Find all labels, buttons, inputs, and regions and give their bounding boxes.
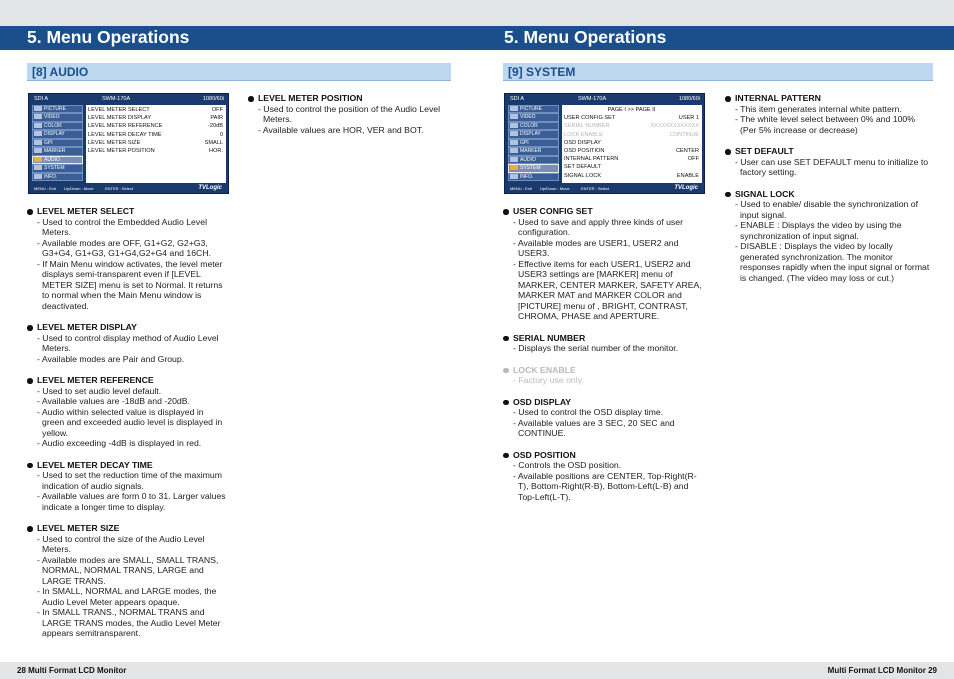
osd-row-label: LEVEL METER SIZE bbox=[88, 139, 141, 146]
osd-header-text: SWM-170A bbox=[102, 96, 131, 102]
osd-menu-label: SYSTEM bbox=[520, 165, 541, 172]
osd-menu-item bbox=[32, 156, 83, 164]
section-bullet: - This item generates internal white pattern. bbox=[735, 103, 902, 114]
osd-menu-icon bbox=[34, 114, 42, 119]
osd-menu-icon bbox=[510, 165, 518, 170]
osd-row-label: SERIAL NUMBER bbox=[564, 123, 610, 130]
osd-screenshot-system bbox=[504, 93, 705, 194]
text-section bbox=[27, 523, 229, 639]
section-bullet: - Used to set the reduction time of the maximum indication of audio signals. bbox=[37, 470, 222, 491]
section-header bbox=[27, 63, 451, 81]
section-heading: OSD DISPLAY bbox=[503, 397, 705, 408]
section-heading: LEVEL METER POSITION bbox=[248, 93, 448, 104]
osd-footer-text: Up/Down : Move bbox=[540, 186, 570, 191]
osd-row-value: OFF bbox=[211, 107, 223, 113]
osd-menu-label: COLOR bbox=[520, 122, 538, 129]
osd-row bbox=[88, 148, 223, 156]
text-section bbox=[248, 93, 448, 135]
osd-menu-item bbox=[32, 105, 83, 113]
right-main-column bbox=[503, 206, 705, 513]
section-heading: LOCK ENABLE bbox=[503, 365, 705, 376]
osd-row-value: CENTER bbox=[676, 148, 699, 154]
osd-logo: TVLogic bbox=[674, 185, 698, 191]
osd-screenshot-audio bbox=[28, 93, 229, 194]
section-bullet: - Audio exceeding -4dB is displayed in red. bbox=[37, 438, 202, 448]
osd-menu-label: AUDIO bbox=[44, 156, 60, 163]
osd-row bbox=[564, 140, 699, 148]
osd-menu-icon bbox=[34, 123, 42, 128]
osd-menu-label: VIDEO bbox=[44, 114, 60, 121]
osd-menu-item bbox=[508, 113, 559, 121]
osd-row-label: LEVEL METER SELECT bbox=[88, 107, 150, 113]
osd-footer-text: MENU : Exit bbox=[34, 186, 56, 191]
osd-row bbox=[564, 164, 699, 172]
page-title: 5. Menu Operations bbox=[504, 27, 667, 47]
section-bullet: - DISABLE : Displays the video by locally generated synchronization. The monitor responses rapidly when the input signal or format is changed. (The video may loss or cut.) bbox=[735, 241, 930, 283]
text-section bbox=[503, 206, 705, 322]
osd-row-label: LEVEL METER POSITION bbox=[88, 148, 155, 154]
section-bullet: - Used to control display method of Audio Level Meters. bbox=[37, 332, 219, 353]
section-bullet: - Available values are form 0 to 31. Larger values indicate a longer time to display. bbox=[37, 491, 226, 512]
footer-text: Multi Format LCD Monitor 29 bbox=[827, 666, 937, 675]
section-heading: LEVEL METER SELECT bbox=[27, 206, 229, 217]
osd-menu-label: PICTURE bbox=[44, 106, 66, 112]
osd-menu-label: AUDIO bbox=[520, 156, 536, 163]
section-bullet: - In SMALL, NORMAL and LARGE modes, the Audio Level Meter appears opaque. bbox=[37, 586, 217, 607]
section-heading: SERIAL NUMBER bbox=[503, 333, 705, 344]
section-bullet: - Available positions are CENTER, Top-Right(R-T), Bottom-Right(R-B), Bottom-Left(L-B) and Top-Left(L-T). bbox=[513, 470, 697, 502]
osd-menu bbox=[508, 105, 559, 181]
right-page bbox=[477, 0, 954, 679]
osd-menu-label: GPI bbox=[44, 139, 53, 146]
osd-row-value: XXXXXXXXXXXXX bbox=[650, 123, 699, 130]
osd-menu-icon bbox=[510, 131, 518, 136]
right-side-column bbox=[725, 93, 935, 294]
osd-row-value: 0 bbox=[219, 131, 223, 138]
osd-header bbox=[505, 94, 704, 104]
osd-menu-item bbox=[508, 173, 559, 181]
section-bullet: - Available modes are SMALL, SMALL TRANS, NORMAL, NORMAL TRANS, LARGE and LARGE TRANS. bbox=[37, 554, 219, 586]
osd-menu-icon bbox=[510, 106, 518, 111]
osd-menu-item bbox=[32, 113, 83, 121]
osd-menu-item bbox=[508, 105, 559, 113]
osd-row bbox=[88, 107, 223, 115]
osd-row-value: ENABLE bbox=[676, 172, 699, 179]
section-bullet: - Effective items for each USER1, USER2 and USER3 settings are [MARKER] menu of MARKER, CENTER MARKER, SAFETY AREA, MARKER MAT and MARKER COLOR and [PICTURE] menu of , BRIGHT, CONTRAST, CHROMA, PHASE and APERTURE. bbox=[513, 258, 702, 321]
text-section bbox=[503, 397, 705, 439]
osd-row-value: CONTINUE bbox=[669, 131, 699, 138]
section-bullet: - Used to control the position of the Audio Level Meters. bbox=[258, 103, 441, 124]
osd-menu-label: DISPLAY bbox=[520, 131, 541, 138]
osd-row-label: OSD POSITION bbox=[564, 148, 605, 154]
osd-menu-label: PICTURE bbox=[520, 106, 542, 112]
osd-menu-label: COLOR bbox=[44, 122, 62, 129]
section-heading: LEVEL METER REFERENCE bbox=[27, 375, 229, 386]
osd-row-value: HOR. bbox=[209, 148, 223, 154]
section-heading: OSD POSITION bbox=[503, 450, 705, 461]
section-bullet: - Factory use only. bbox=[513, 375, 584, 385]
osd-footer-text: MENU : Exit bbox=[510, 186, 532, 191]
osd-menu-label: SYSTEM bbox=[44, 165, 65, 172]
osd-menu-icon bbox=[510, 148, 518, 153]
osd-menu-item bbox=[508, 147, 559, 155]
section-bullet: - In SMALL TRANS., NORMAL TRANS and LARGE TRANS modes, the Audio Level Meter appears semitransparent. bbox=[37, 607, 221, 638]
left-main-column bbox=[27, 206, 229, 650]
osd-footer-text: ENTER : Select bbox=[105, 186, 134, 191]
section-title: [8] AUDIO bbox=[32, 65, 89, 79]
section-bullet: - Used to save and apply three kinds of user configuration. bbox=[513, 216, 683, 237]
text-section bbox=[27, 375, 229, 449]
osd-footer-text: Up/Down : Move bbox=[64, 186, 94, 191]
osd-panel bbox=[562, 105, 702, 183]
osd-menu-item bbox=[32, 147, 83, 155]
section-bullet: - Available values are HOR, VER and BOT. bbox=[258, 124, 424, 135]
section-bullet: - Available modes are OFF, G1+G2, G2+G3, G3+G4, G1+G3, G1+G4,G2+G4 and 16CH. bbox=[37, 237, 212, 258]
osd-menu-icon bbox=[34, 140, 42, 145]
section-bullet: - If Main Menu window activates, the level meter displays semi-transparent even if [LEVEL METER SIZE] menu is set to Normal. It returns to normal when the Main Menu window is deactivated. bbox=[37, 258, 223, 311]
text-section bbox=[725, 93, 935, 135]
osd-header-text: SDI A bbox=[34, 96, 49, 102]
section-bullet: - ENABLE : Displays the video by using the synchronization of input signal. bbox=[735, 220, 902, 241]
osd-menu-icon bbox=[34, 131, 42, 136]
page-footer bbox=[477, 662, 954, 679]
osd-menu-item bbox=[508, 156, 559, 164]
section-heading: SIGNAL LOCK bbox=[725, 189, 935, 200]
section-heading: INTERNAL PATTERN bbox=[725, 93, 935, 104]
osd-menu-label: MARKER bbox=[520, 148, 542, 155]
osd-menu-item bbox=[508, 130, 559, 138]
section-bullet: - Available modes are Pair and Group. bbox=[37, 353, 185, 364]
page-title: 5. Menu Operations bbox=[27, 27, 190, 47]
osd-row bbox=[564, 123, 699, 131]
top-bar bbox=[0, 0, 477, 26]
osd-row-value: OFF bbox=[687, 156, 699, 163]
osd-menu-icon bbox=[34, 174, 42, 179]
osd-menu-item bbox=[32, 173, 83, 181]
osd-row-label: LOCK ENABLE bbox=[564, 131, 603, 138]
osd-header-text: 1080/60i bbox=[678, 96, 700, 102]
osd-menu-icon bbox=[510, 140, 518, 145]
section-title: [9] SYSTEM bbox=[508, 65, 576, 79]
text-section bbox=[503, 365, 705, 386]
section-heading: USER CONFIG SET bbox=[503, 206, 705, 217]
section-bullet: - Available modes are USER1, USER2 and USER3. bbox=[513, 237, 679, 258]
osd-row bbox=[88, 123, 223, 131]
section-bullet: - Displays the serial number of the monitor. bbox=[513, 343, 679, 353]
osd-menu-item bbox=[508, 122, 559, 130]
osd-menu-label: VIDEO bbox=[520, 114, 536, 121]
osd-header bbox=[29, 94, 228, 104]
osd-menu-item bbox=[508, 139, 559, 147]
osd-menu-label: INFO. bbox=[44, 173, 58, 180]
section-bullet: - Controls the OSD position. bbox=[513, 460, 622, 470]
text-section bbox=[503, 333, 705, 354]
text-section bbox=[27, 460, 229, 513]
footer-text: 28 Multi Format LCD Monitor bbox=[17, 666, 127, 675]
osd-row-label: LEVEL METER DISPLAY bbox=[88, 115, 152, 122]
section-bullet: - Used to enable/ disable the synchronization of input signal. bbox=[735, 199, 919, 220]
text-section bbox=[503, 450, 705, 503]
section-bullet: - Used to set audio level default. bbox=[37, 385, 162, 396]
osd-menu-icon bbox=[34, 148, 42, 153]
section-heading: LEVEL METER DECAY TIME bbox=[27, 460, 229, 471]
osd-row-label: SET DEFAULT bbox=[564, 164, 602, 171]
osd-menu-item bbox=[32, 130, 83, 138]
osd-menu-label: MARKER bbox=[44, 148, 66, 155]
osd-row-value: PAIR bbox=[210, 115, 223, 122]
osd-menu-icon bbox=[510, 157, 518, 162]
osd-row bbox=[564, 132, 699, 140]
osd-logo: TVLogic bbox=[198, 185, 222, 191]
osd-row bbox=[564, 148, 699, 156]
section-bullet: - Used to control the Embedded Audio Level Meters. bbox=[37, 216, 207, 237]
osd-row bbox=[88, 132, 223, 140]
osd-row bbox=[88, 140, 223, 148]
osd-row-label: INTERNAL PATTERN bbox=[564, 156, 619, 163]
osd-menu-icon bbox=[510, 174, 518, 179]
page-footer bbox=[0, 662, 477, 679]
left-side-column bbox=[248, 93, 448, 146]
section-bullet: - The white level select between 0% and 100% (Per 5% increase or decrease) bbox=[735, 114, 915, 135]
section-header bbox=[503, 63, 933, 81]
title-banner bbox=[477, 26, 954, 50]
osd-row bbox=[564, 173, 699, 181]
section-heading: LEVEL METER DISPLAY bbox=[27, 322, 229, 333]
osd-menu-label: INFO. bbox=[520, 173, 534, 180]
osd-menu-icon bbox=[510, 114, 518, 119]
osd-row-label: SIGNAL LOCK bbox=[564, 172, 602, 179]
section-bullet: - Audio within selected value is displayed in green and exceeded audio level is displayed in yellow. bbox=[37, 406, 223, 438]
osd-menu-icon bbox=[510, 123, 518, 128]
osd-menu-icon bbox=[34, 157, 42, 162]
osd-row-value: SMALL bbox=[204, 139, 223, 146]
osd-row bbox=[564, 156, 699, 164]
osd-row-label: LEVEL METER REFERENCE bbox=[88, 123, 163, 130]
section-heading: SET DEFAULT bbox=[725, 146, 935, 157]
osd-row bbox=[88, 115, 223, 123]
text-section bbox=[27, 322, 229, 364]
osd-header-text: SDI A bbox=[510, 96, 525, 102]
section-bullet: - Available values are -18dB and -20dB. bbox=[37, 396, 190, 406]
text-section bbox=[725, 189, 935, 284]
text-section bbox=[725, 146, 935, 178]
osd-menu-icon bbox=[34, 165, 42, 170]
osd-row-value: USER 1 bbox=[678, 115, 699, 122]
section-bullet: - User can use SET DEFAULT menu to initialize to factory setting. bbox=[735, 156, 929, 177]
osd-row-label: LEVEL METER DECAY TIME bbox=[88, 131, 162, 138]
text-section bbox=[27, 206, 229, 311]
section-bullet: - Used to control the OSD display time. bbox=[513, 407, 664, 417]
osd-header-text: 1080/60i bbox=[202, 96, 224, 102]
osd-menu-item bbox=[32, 164, 83, 172]
title-banner bbox=[0, 26, 477, 50]
osd-menu-item bbox=[508, 164, 559, 172]
section-bullet: - Used to control the size of the Audio Level Meters. bbox=[37, 533, 205, 554]
osd-page-row: PAGE I >> PAGE II bbox=[607, 107, 656, 113]
osd-menu bbox=[32, 105, 83, 181]
osd-menu-label: DISPLAY bbox=[44, 131, 65, 138]
osd-row bbox=[564, 115, 699, 123]
osd-header-text: SWM-170A bbox=[578, 96, 607, 102]
osd-row-label: USER CONFIG SET bbox=[564, 115, 616, 122]
top-bar bbox=[477, 0, 954, 26]
osd-menu-item bbox=[32, 139, 83, 147]
osd-row-label: OSD DISPLAY bbox=[564, 139, 601, 146]
osd-menu-label: GPI bbox=[520, 139, 529, 146]
osd-menu-item bbox=[32, 122, 83, 130]
osd-panel bbox=[86, 105, 226, 183]
osd-menu-icon bbox=[34, 106, 42, 111]
osd-footer-text: ENTER : Select bbox=[581, 186, 610, 191]
section-heading: LEVEL METER SIZE bbox=[27, 523, 229, 534]
osd-row-value: -20dB bbox=[208, 123, 223, 130]
section-bullet: - Available values are 3 SEC, 20 SEC and CONTINUE. bbox=[513, 417, 675, 438]
